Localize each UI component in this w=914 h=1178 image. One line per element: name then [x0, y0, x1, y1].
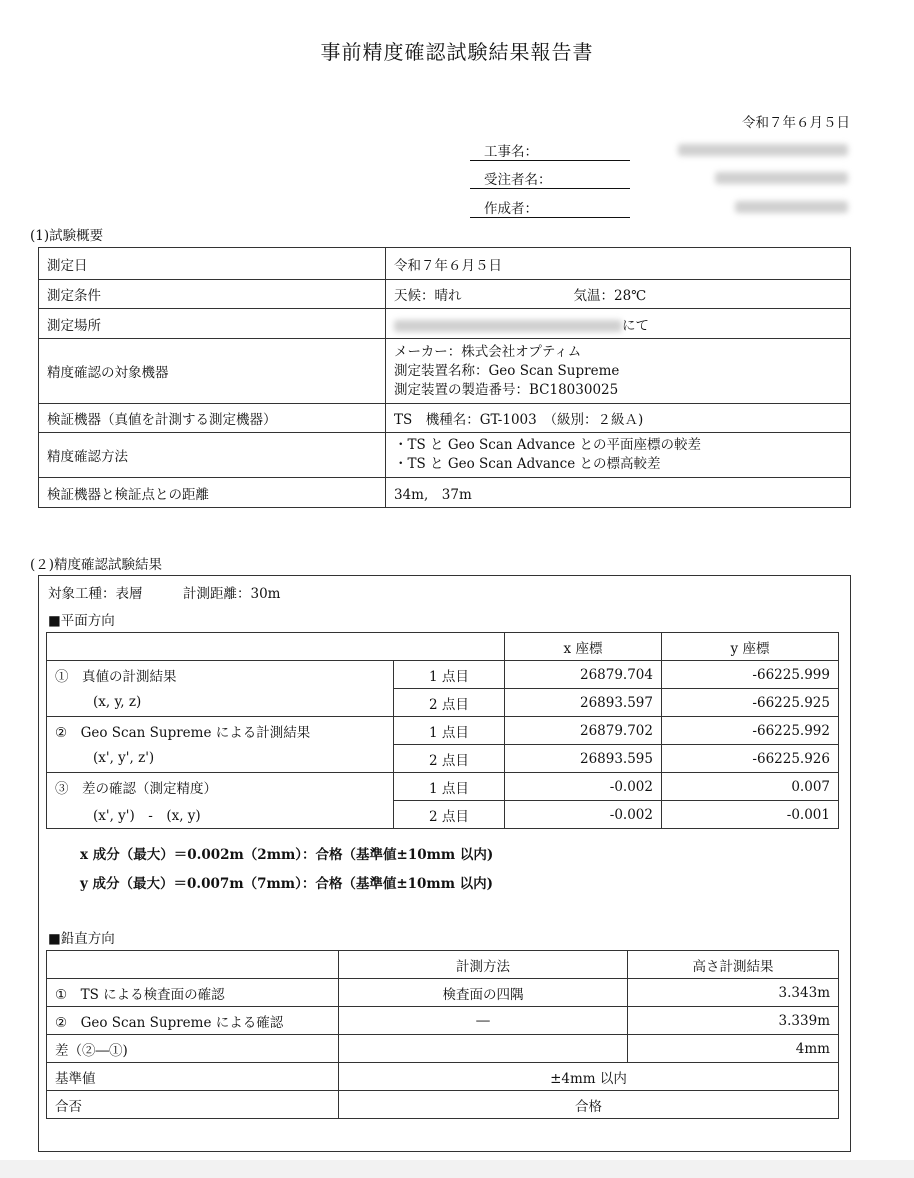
- method-value: [386, 433, 851, 478]
- page-title: 事前精度確認試験結果報告書: [320, 40, 594, 64]
- row-label: 基準値: [47, 1063, 339, 1091]
- x-component-result: x 成分（最大）＝0.002m（2mm）：合格（基準値±10mm 以内): [80, 847, 494, 863]
- x-value: 26893.597: [505, 689, 662, 717]
- x-value: -0.002: [505, 773, 662, 801]
- target-device-label: 精度確認の対象機器: [39, 339, 386, 404]
- y-value: -0.001: [662, 801, 839, 829]
- redacted-place: [394, 320, 622, 332]
- device-name: 測定装置名称：Geo Scan Supreme: [394, 362, 620, 379]
- table-row: [47, 633, 839, 661]
- table-row: [39, 248, 851, 280]
- report-date: 令和７年６月５日: [742, 115, 850, 131]
- redacted-construction-name: [678, 144, 848, 156]
- distance-value: 34m, 37m: [386, 478, 851, 508]
- date-label: 測定日: [39, 248, 386, 280]
- row-sublabel: (x', y', z'): [47, 745, 394, 773]
- row-sublabel: (x, y, z): [47, 689, 394, 717]
- method-blank: [339, 1035, 628, 1063]
- table-row: [39, 478, 851, 508]
- place-label: 測定場所: [39, 309, 386, 339]
- section2-heading: (２)精度確認試験結果: [30, 557, 163, 573]
- x-value: -0.002: [505, 801, 662, 829]
- row-sublabel: (x', y') - (x, y): [47, 801, 394, 829]
- row-label: 差（②―①): [47, 1035, 339, 1063]
- row-label: ① 真値の計測結果: [47, 661, 394, 689]
- plane-table: [46, 632, 839, 829]
- height-value: 3.339m: [628, 1007, 839, 1035]
- point-label: 2 点目: [394, 689, 505, 717]
- table-row: [47, 717, 839, 745]
- point-label: 1 点目: [394, 717, 505, 745]
- y-value: -66225.992: [662, 717, 839, 745]
- condition-value: [386, 280, 851, 309]
- method-header: 計測方法: [339, 951, 628, 979]
- table-row: [39, 404, 851, 433]
- construction-name-label: 工事名：: [470, 140, 630, 161]
- table-row: [47, 661, 839, 689]
- y-value: -66225.925: [662, 689, 839, 717]
- weather: 天候：晴れ: [394, 288, 462, 304]
- result-header: 高さ計測結果: [628, 951, 839, 979]
- redacted-contractor: [715, 172, 848, 184]
- x-value: 26893.595: [505, 745, 662, 773]
- temperature: 気温：28℃: [573, 288, 647, 304]
- height-value: 3.343m: [628, 979, 839, 1007]
- row-label: ② Geo Scan Supreme による計測結果: [47, 717, 394, 745]
- difference-value: 4mm: [628, 1035, 839, 1063]
- x-value: 26879.702: [505, 717, 662, 745]
- point-label: 1 点目: [394, 661, 505, 689]
- table-row: [47, 979, 839, 1007]
- contractor-label: 受注者名：: [470, 168, 630, 189]
- table-row: [47, 951, 839, 979]
- verify-device-label: 検証機器（真値を計測する測定機器）: [39, 404, 386, 433]
- plane-header-blank: [47, 633, 505, 661]
- table-row: [39, 339, 851, 404]
- standard-value: ±4mm 以内: [339, 1063, 839, 1091]
- method-height: ・TS と Geo Scan Advance との標高較差: [394, 456, 661, 472]
- overview-table: [38, 247, 851, 508]
- method-value: 検査面の四隅: [339, 979, 628, 1007]
- y-value: 0.007: [662, 773, 839, 801]
- table-row: [47, 773, 839, 801]
- plane-heading: ■平面方向: [48, 613, 115, 629]
- verify-device-value: TS 機種名：GT-1003 （級別：２級Ａ): [386, 404, 851, 433]
- table-row: [39, 280, 851, 309]
- x-coord-header: x 座標: [505, 633, 662, 661]
- distance-label: 検証機器と検証点との距離: [39, 478, 386, 508]
- table-row: [47, 1063, 839, 1091]
- redacted-author: [735, 201, 848, 213]
- section1-heading: (1)試験概要: [30, 228, 104, 244]
- x-value: 26879.704: [505, 661, 662, 689]
- point-label: 2 点目: [394, 745, 505, 773]
- table-row: [47, 1007, 839, 1035]
- y-value: -66225.926: [662, 745, 839, 773]
- point-label: 1 点目: [394, 773, 505, 801]
- row-label: ③ 差の確認（測定精度）: [47, 773, 394, 801]
- page-bottom-edge: [0, 1160, 914, 1178]
- vertical-heading: ■鉛直方向: [48, 931, 115, 947]
- method-value: ―: [339, 1007, 628, 1035]
- vertical-header-blank: [47, 951, 339, 979]
- y-value: -66225.999: [662, 661, 839, 689]
- place-value: [386, 309, 851, 339]
- maker: メーカー：株式会社オプティム: [394, 343, 582, 360]
- y-component-result: y 成分（最大）＝0.007m（7mm）：合格（基準値±10mm 以内): [80, 876, 494, 892]
- target-device-value: [386, 339, 851, 404]
- table-row: [47, 689, 839, 717]
- serial-number: 測定装置の製造番号：BC18030025: [394, 381, 619, 398]
- y-coord-header: y 座標: [662, 633, 839, 661]
- point-label: 2 点目: [394, 801, 505, 829]
- row-label: 合否: [47, 1091, 339, 1119]
- table-row: [47, 801, 839, 829]
- date-value: 令和７年６月５日: [386, 248, 851, 280]
- table-row: [39, 309, 851, 339]
- table-row: [39, 433, 851, 478]
- method-plane: ・TS と Geo Scan Advance との平面座標の較差: [394, 437, 701, 453]
- table-row: [47, 1091, 839, 1119]
- condition-label: 測定条件: [39, 280, 386, 309]
- subject-line: 対象工種：表層 計測距離：30m: [48, 586, 281, 602]
- table-row: [47, 1035, 839, 1063]
- place-suffix: にて: [622, 317, 649, 334]
- row-label: ② Geo Scan Supreme による確認: [47, 1007, 339, 1035]
- vertical-table: [46, 950, 839, 1119]
- method-label: 精度確認方法: [39, 433, 386, 478]
- author-label: 作成者：: [470, 197, 630, 218]
- table-row: [47, 745, 839, 773]
- row-label: ① TS による検査面の確認: [47, 979, 339, 1007]
- pass-fail-value: 合格: [339, 1091, 839, 1119]
